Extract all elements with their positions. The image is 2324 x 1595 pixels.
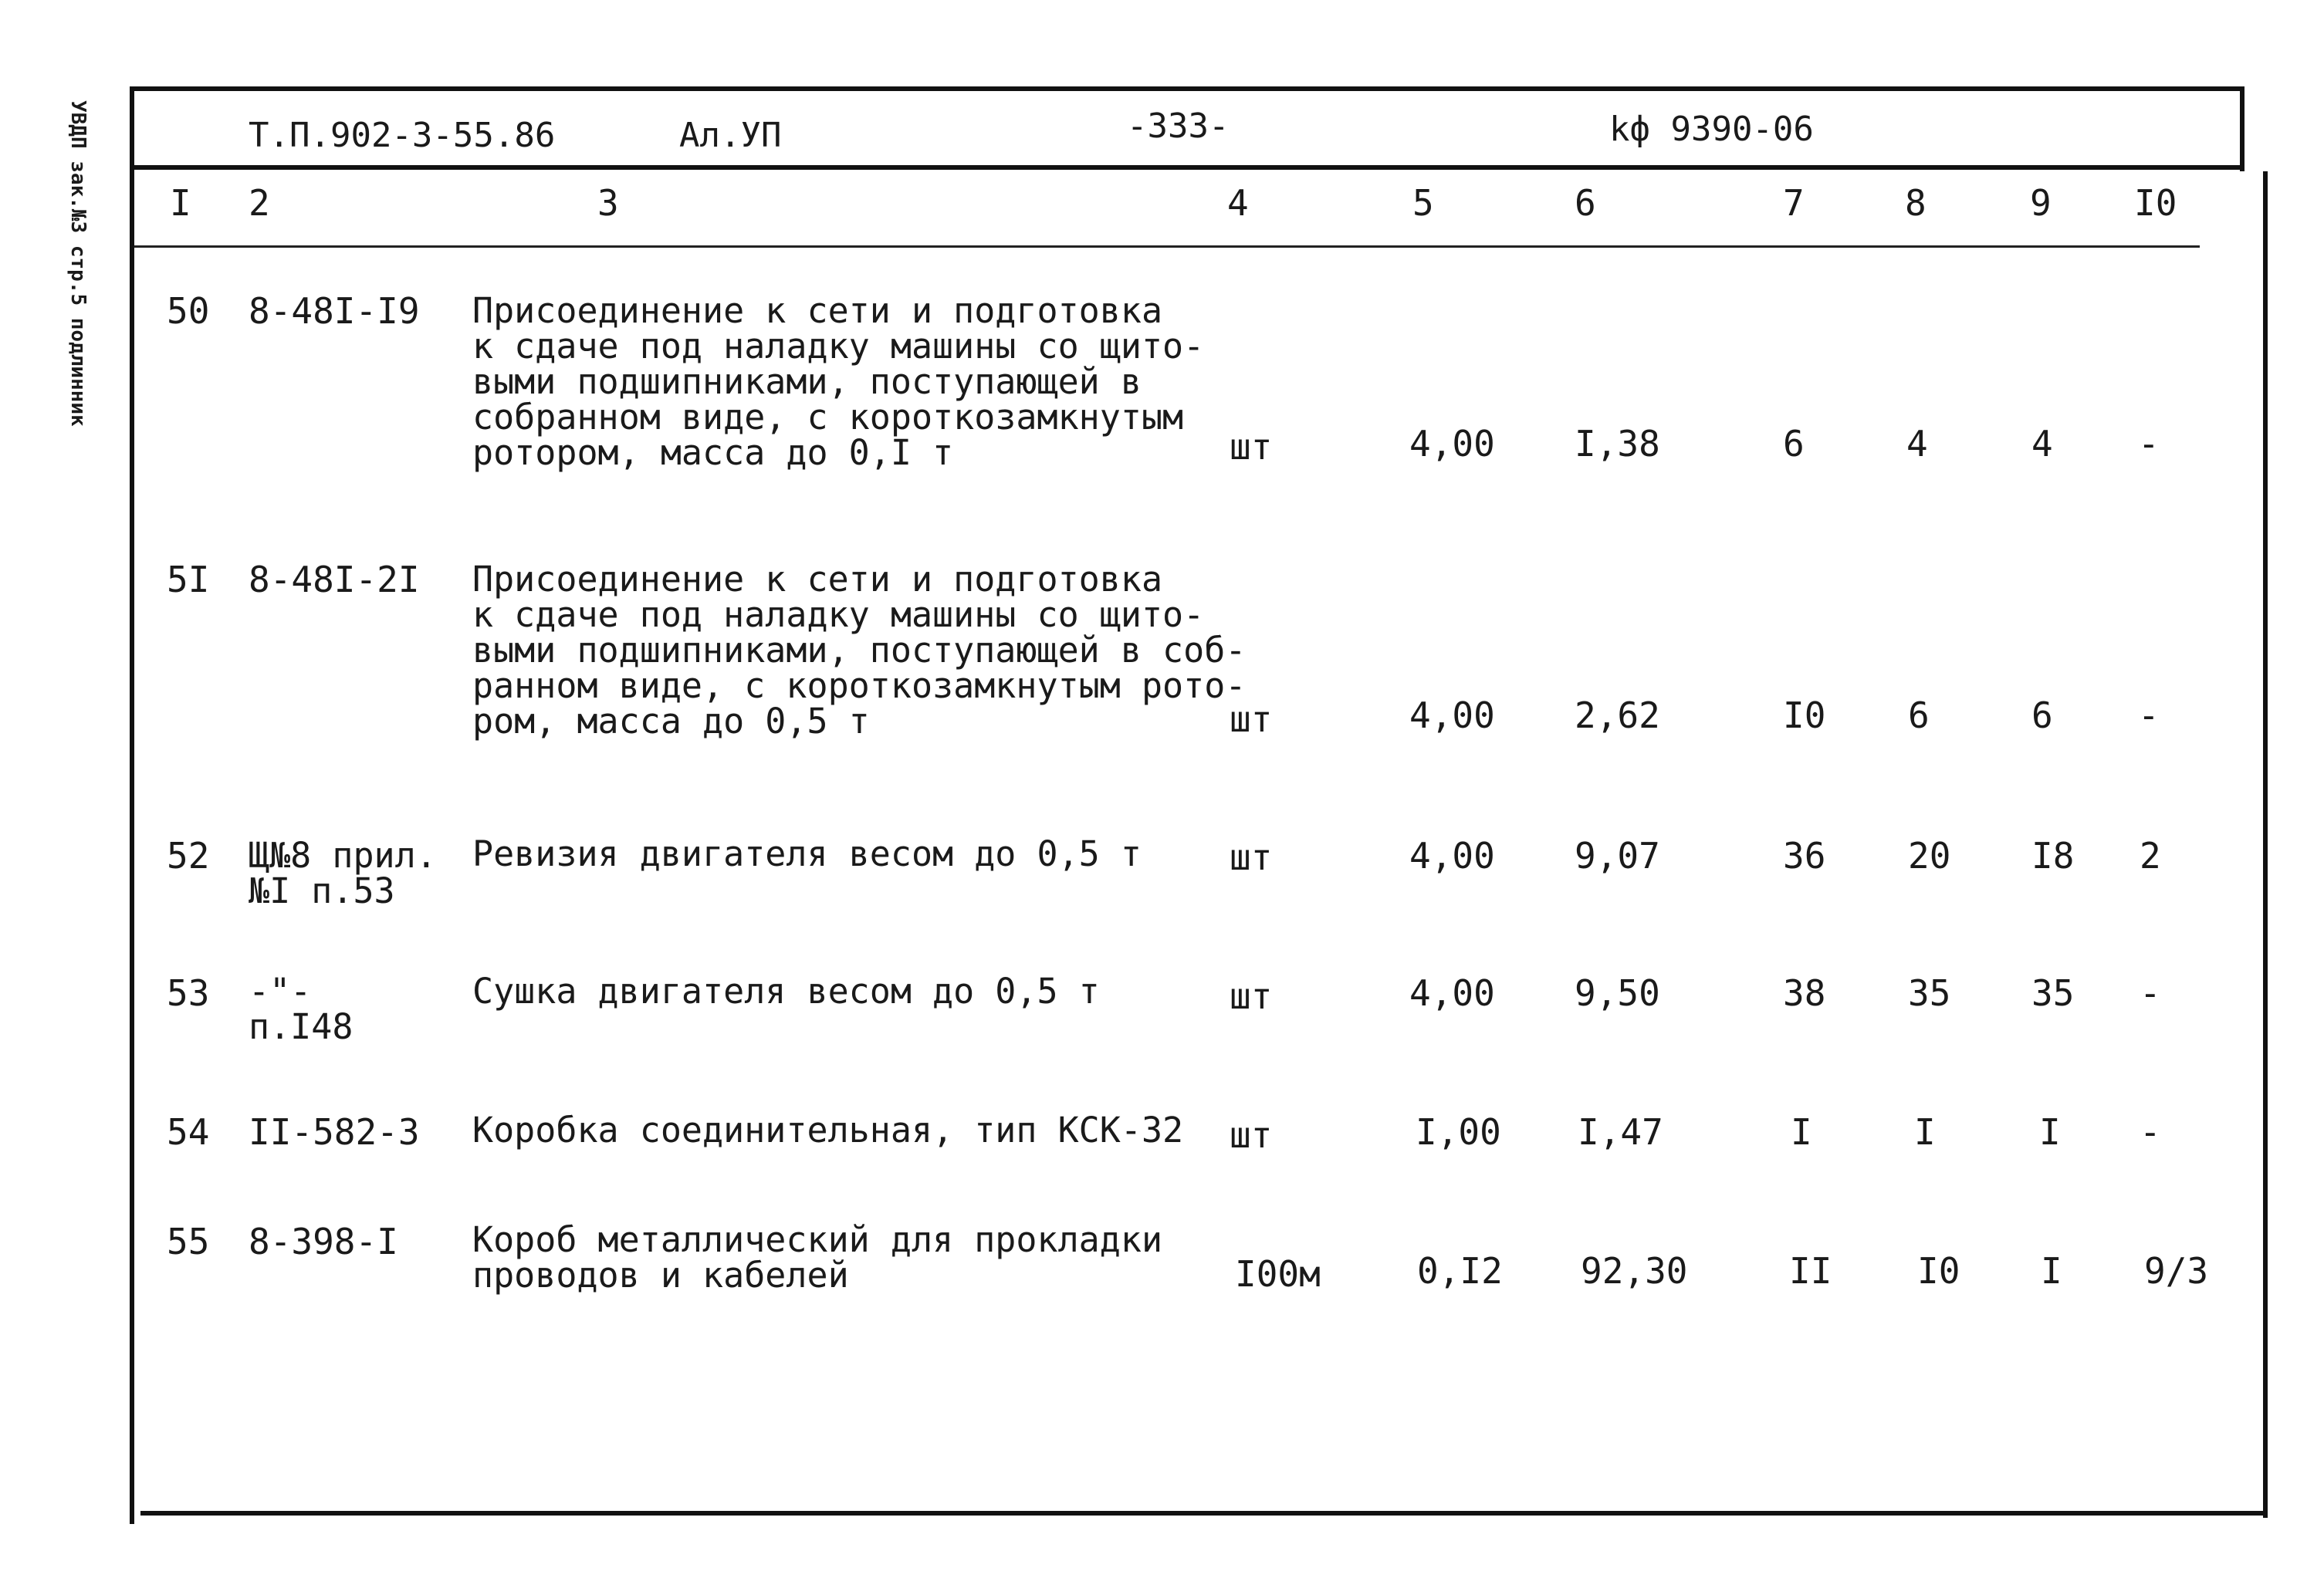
row-description: Сушка двигателя весом до 0,5 т — [472, 971, 1100, 1012]
row-col5: 0,I2 — [1417, 1250, 1503, 1292]
row-number: 52 — [167, 835, 210, 877]
row-col7: 36 — [1783, 835, 1826, 877]
row-col5: I,00 — [1416, 1111, 1501, 1153]
row-col9: 4 — [2031, 423, 2053, 465]
row-description: Присоединение к сети и подготовка к сдаче под наладку машины со щито- выми подшипниками, поступающей в соб- ранном виде, с короткозамкнутым рото- ром, масса до 0,5 т — [472, 559, 1247, 742]
row-col6: 2,62 — [1575, 694, 1660, 736]
row-col9: I8 — [2031, 835, 2075, 877]
column-header-1: I — [170, 182, 191, 224]
row-code: Щ№8 прил. №I п.53 — [249, 835, 437, 911]
album-label: Ал.УП — [679, 116, 782, 155]
row-col5: 4,00 — [1409, 972, 1495, 1014]
row-code: 8-398-I — [249, 1221, 398, 1262]
frame-top-border — [130, 86, 2245, 91]
row-col9: 35 — [2031, 972, 2075, 1014]
row-col7: 38 — [1783, 972, 1826, 1014]
row-col9: 6 — [2031, 694, 2053, 736]
row-description: Ревизия двигателя весом до 0,5 т — [472, 833, 1142, 874]
row-col10: 9/3 — [2144, 1250, 2209, 1292]
row-number: 5I — [167, 559, 210, 600]
column-header-6: 6 — [1575, 182, 1596, 224]
column-header-2: 2 — [249, 182, 270, 224]
row-code: -"- п.I48 — [249, 971, 354, 1047]
frame-left-border — [130, 86, 134, 1524]
row-description: Коробка соединительная, тип КСК-32 — [472, 1110, 1184, 1151]
margin-note — [51, 100, 113, 486]
row-unit: шт — [1230, 1114, 1273, 1156]
row-col8: 6 — [1908, 694, 1930, 736]
row-code: 8-48I-2I — [249, 559, 420, 600]
document-code: Т.П.902-3-55.86 — [249, 116, 556, 155]
row-col6: 92,30 — [1581, 1250, 1688, 1292]
column-header-9: 9 — [2030, 182, 2052, 224]
column-header-3: 3 — [597, 182, 619, 224]
row-number: 50 — [167, 290, 210, 332]
row-col5: 4,00 — [1409, 694, 1495, 736]
row-unit: шт — [1230, 426, 1273, 468]
row-col8: I0 — [1917, 1250, 1960, 1292]
row-col9: I — [2039, 1111, 2061, 1153]
column-header-10: I0 — [2134, 182, 2177, 224]
row-unit: I00м — [1235, 1253, 1321, 1295]
column-header-divider — [134, 245, 2200, 248]
row-code: 8-48I-I9 — [249, 290, 420, 332]
column-header-7: 7 — [1783, 182, 1805, 224]
margin-note-text: УВДП зак.№3 стр.5 подлинник — [66, 100, 90, 427]
row-col6: I,47 — [1578, 1111, 1663, 1153]
frame-right-border — [2240, 86, 2245, 171]
order-number: kф 9390-06 — [1609, 110, 1814, 149]
row-description: Короб металлический для прокладки проводов и кабелей — [472, 1219, 1163, 1296]
row-col5: 4,00 — [1409, 835, 1495, 877]
column-header-4: 4 — [1227, 182, 1249, 224]
row-col5: 4,00 — [1409, 423, 1495, 465]
row-col6: I,38 — [1575, 423, 1660, 465]
frame-right-border-lower — [2263, 171, 2268, 1518]
page-number: -333- — [1127, 106, 1230, 146]
row-col6: 9,07 — [1575, 835, 1660, 877]
frame-bottom-border — [140, 1511, 2268, 1516]
row-col10: - — [2140, 1111, 2161, 1153]
row-unit: шт — [1230, 836, 1273, 878]
row-number: 53 — [167, 972, 210, 1014]
row-unit: шт — [1230, 975, 1273, 1017]
row-code: II-582-3 — [249, 1111, 420, 1153]
column-header-8: 8 — [1905, 182, 1927, 224]
row-col10: - — [2140, 972, 2161, 1014]
row-col10: - — [2138, 694, 2160, 736]
row-col7: I0 — [1783, 694, 1826, 736]
row-unit: шт — [1230, 698, 1273, 740]
row-description: Присоединение к сети и подготовка к сдаче под наладку машины со щито- выми подшипниками, поступающей в собранном виде, с короткозамкнутым ротором, масса до 0,I т — [472, 290, 1205, 473]
row-col10: 2 — [2140, 835, 2161, 877]
row-col8: I — [1914, 1111, 1936, 1153]
row-col9: I — [2041, 1250, 2062, 1292]
row-col6: 9,50 — [1575, 972, 1660, 1014]
row-number: 54 — [167, 1111, 210, 1153]
header-divider — [134, 165, 2245, 170]
row-number: 55 — [167, 1221, 210, 1262]
row-col10: - — [2138, 423, 2160, 465]
row-col7: 6 — [1783, 423, 1805, 465]
row-col8: 20 — [1908, 835, 1951, 877]
column-header-5: 5 — [1412, 182, 1434, 224]
row-col8: 4 — [1906, 423, 1928, 465]
row-col7: I — [1791, 1111, 1812, 1153]
row-col8: 35 — [1908, 972, 1951, 1014]
row-col7: II — [1789, 1250, 1832, 1292]
